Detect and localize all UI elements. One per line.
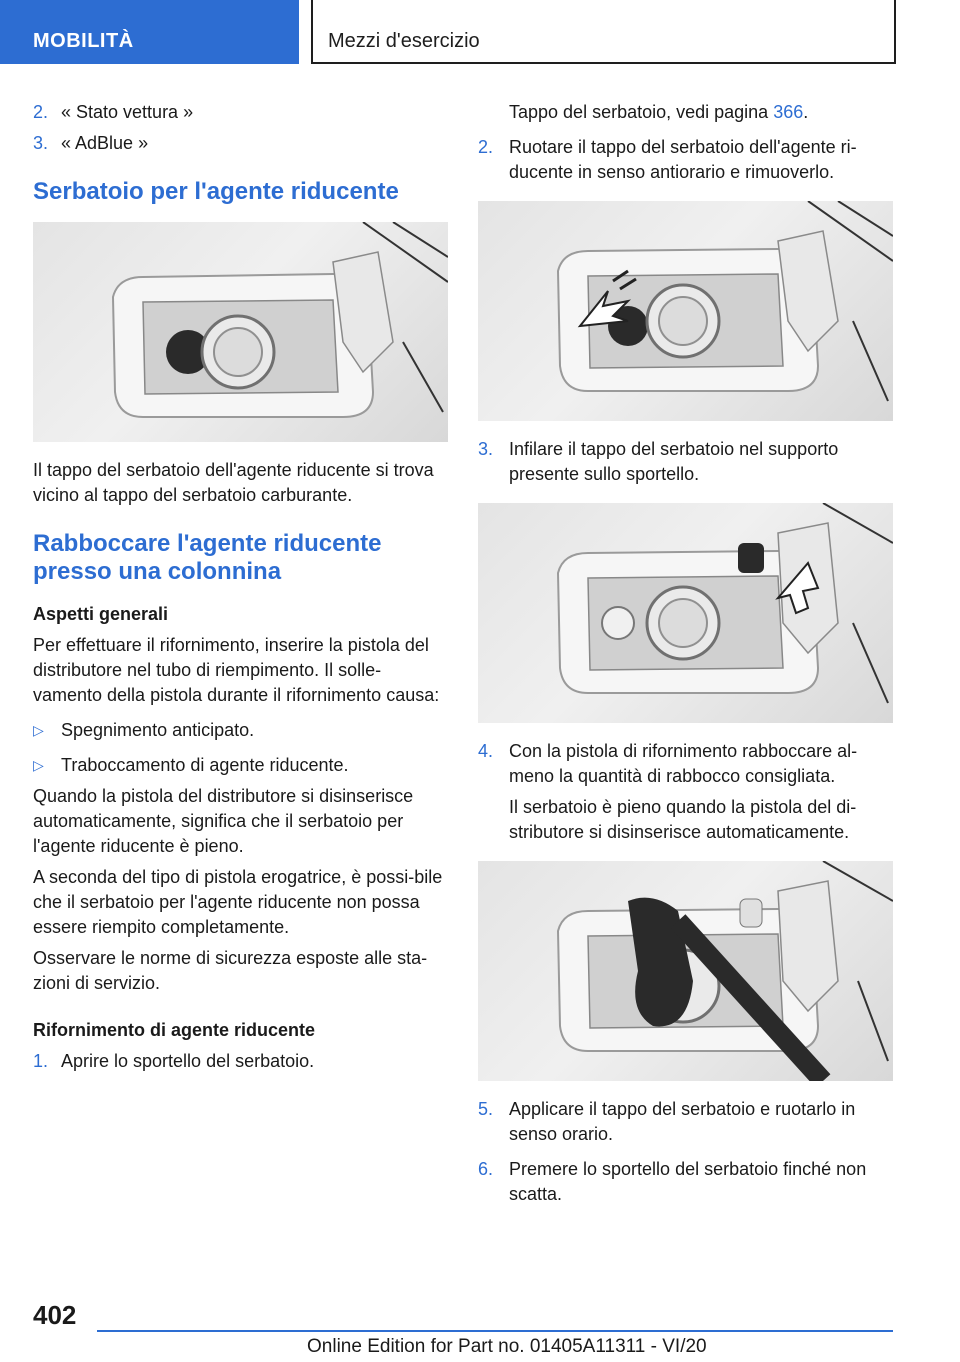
subheading-general: Aspetti generali <box>33 604 169 624</box>
section-heading-refill: Rabboccare l'agente riducente presso una colonnina <box>33 530 382 585</box>
remove-cap-photo <box>478 201 893 421</box>
paragraph: Osservare le norme di sicurezza esposte alle sta-zioni di servizio. <box>33 948 428 993</box>
footer-divider <box>97 1330 893 1332</box>
chapter-title: Mezzi d'esercizio <box>328 30 480 52</box>
step-item: 2. Ruotare il tappo del serbatoio dell'agente ri-ducente in senso antiorario e rimuoverlo. <box>478 137 857 182</box>
step4-note: Il serbatoio è pieno quando la pistola del di-stributore si disinserisce automaticamente. <box>509 797 857 842</box>
step-item: 6. Premere lo sportello del serbatoio finché non scatta. <box>478 1159 867 1204</box>
step-item: 3. Infilare il tappo del serbatoio nel supporto presente sullo sportello. <box>478 439 839 484</box>
bullet-triangle-icon: ▷ <box>33 722 44 738</box>
step-item: 1. Aprire lo sportello del serbatoio. <box>33 1051 315 1071</box>
section-heading-tank: Serbatoio per l'agente riducente <box>33 178 399 205</box>
page-number: 402 <box>33 1300 77 1330</box>
step1-continuation: Tappo del serbatoio, vedi pagina 366. <box>509 102 809 122</box>
paragraph: Il tappo del serbatoio dell'agente riducente si trova vicino al tappo del serbatoio carburante. <box>33 460 434 505</box>
refill-nozzle-photo <box>478 861 893 1081</box>
subheading-supply: Rifornimento di agente riducente <box>33 1020 316 1040</box>
tank-cap-photo <box>33 222 448 442</box>
chapter-header <box>311 0 896 64</box>
list-item: 2. « Stato vettura » <box>33 102 194 122</box>
edition-text: Online Edition for Part no. 01405A11311 - VI/20 <box>307 1336 707 1357</box>
section-title: MOBILITÀ <box>33 30 134 52</box>
step-item: 4. Con la pistola di rifornimento rabboccare al-meno la quantità di rabbocco consigliata. <box>478 741 858 786</box>
step-item: 5. Applicare il tappo del serbatoio e ruotarlo in senso orario. <box>478 1099 856 1144</box>
section-tab[interactable] <box>0 0 299 64</box>
bullet-triangle-icon: ▷ <box>33 757 44 773</box>
bullet-item: ▷ Traboccamento di agente riducente. <box>33 753 448 778</box>
bullet-item: ▷ Spegnimento anticipato. <box>33 718 448 743</box>
paragraph: Per effettuare il rifornimento, inserire la pistola del distributore nel tubo di riempimento. Il solle-vamento della pistola durante il rifornimento causa: <box>33 635 440 705</box>
right-column <box>478 100 892 1207</box>
paragraph: Quando la pistola del distributore si disinserisce automaticamente, significa che il serbatoio per l'agente riducente è pieno. <box>33 786 414 856</box>
page-link[interactable]: 366 <box>773 102 804 122</box>
left-column <box>33 100 448 1074</box>
cap-holder-photo <box>478 503 893 723</box>
list-item: 3. « AdBlue » <box>33 133 149 153</box>
paragraph: A seconda del tipo di pistola erogatrice, è possi-bile che il serbatoio per l'agente riducente non possa essere riempito completamente. <box>33 867 443 937</box>
